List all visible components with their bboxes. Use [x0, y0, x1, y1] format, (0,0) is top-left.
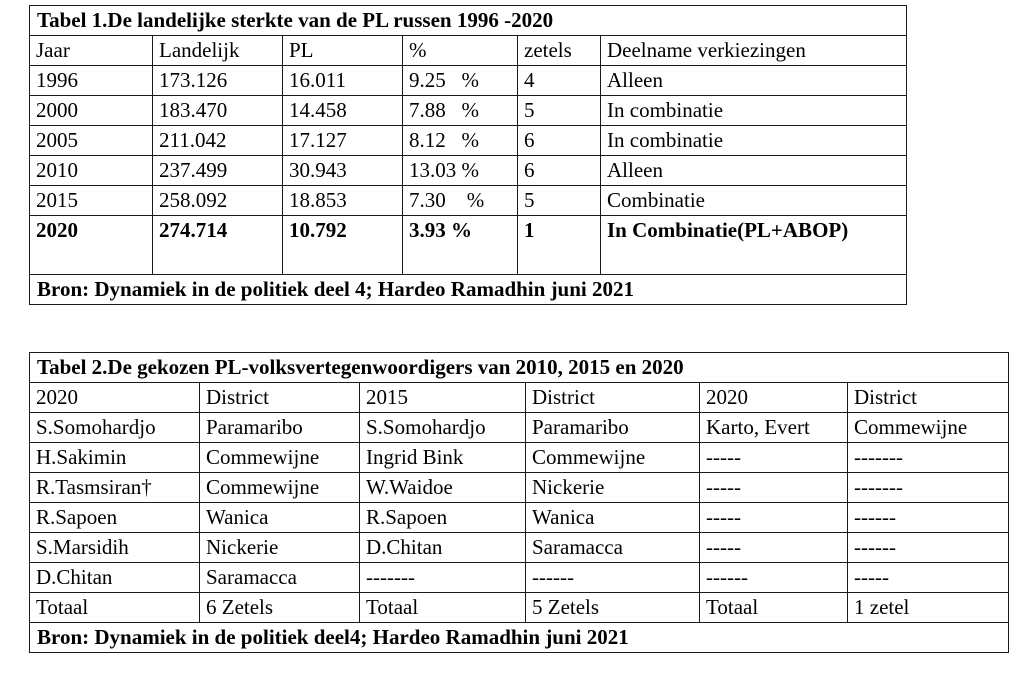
header-cell: 2015 [360, 383, 526, 413]
table-cell: Commewijne [526, 443, 700, 473]
table-cell: ----- [700, 533, 848, 563]
table-cell: Karto, Evert [700, 413, 848, 443]
table-cell: S.Somohardjo [30, 413, 200, 443]
table-cell: ----- [848, 563, 1009, 593]
table-cell: Alleen [601, 66, 907, 96]
table-row [30, 533, 1009, 563]
table-row-total [30, 593, 1009, 623]
table-cell: ------- [848, 473, 1009, 503]
header-cell: 2020 [30, 383, 200, 413]
table-cell: 173.126 [153, 66, 283, 96]
table-cell: W.Waidoe [360, 473, 526, 503]
table-cell: 3.93 % [403, 216, 518, 275]
table-1-header-row [30, 36, 907, 66]
table-cell: Nickerie [526, 473, 700, 503]
table-cell: Wanica [200, 503, 360, 533]
table-cell: 2005 [30, 126, 153, 156]
table-cell: 5 Zetels [526, 593, 700, 623]
table-cell: Ingrid Bink [360, 443, 526, 473]
header-cell: Deelname verkiezingen [601, 36, 907, 66]
table-cell: 211.042 [153, 126, 283, 156]
table-cell: 183.470 [153, 96, 283, 126]
table-2-source: Bron: Dynamiek in de politiek deel4; Hardeo Ramadhin juni 2021 [30, 623, 1009, 653]
table-cell: 17.127 [283, 126, 403, 156]
table-cell: S.Somohardjo [360, 413, 526, 443]
table-cell: 14.458 [283, 96, 403, 126]
table-row [30, 156, 907, 186]
table-row [30, 413, 1009, 443]
table-cell: 237.499 [153, 156, 283, 186]
table-cell: 9.25 % [403, 66, 518, 96]
header-cell: District [200, 383, 360, 413]
table-cell: 5 [518, 186, 601, 216]
table-row [30, 96, 907, 126]
table-cell: Commewijne [200, 443, 360, 473]
header-cell: Landelijk [153, 36, 283, 66]
table-cell: Totaal [360, 593, 526, 623]
table-row [30, 473, 1009, 503]
table-cell: 4 [518, 66, 601, 96]
table-row [30, 126, 907, 156]
table-cell: Saramacca [526, 533, 700, 563]
table-cell: Commewijne [200, 473, 360, 503]
table-row [30, 443, 1009, 473]
table-cell: 10.792 [283, 216, 403, 275]
table-cell: Paramaribo [526, 413, 700, 443]
table-cell: 18.853 [283, 186, 403, 216]
table-cell: ------ [848, 503, 1009, 533]
table-2-title: Tabel 2.De gekozen PL-volksvertegenwoordigers van 2010, 2015 en 2020 [30, 353, 1009, 383]
table-cell: 2015 [30, 186, 153, 216]
table-cell: D.Chitan [360, 533, 526, 563]
table-cell: 8.12 % [403, 126, 518, 156]
table-cell: Alleen [601, 156, 907, 186]
table-cell: 5 [518, 96, 601, 126]
table-cell: Paramaribo [200, 413, 360, 443]
table-cell: Totaal [30, 593, 200, 623]
table-cell: ------- [848, 443, 1009, 473]
header-cell: District [848, 383, 1009, 413]
table-cell: 1 zetel [848, 593, 1009, 623]
table-cell: 2000 [30, 96, 153, 126]
table-cell: ------ [848, 533, 1009, 563]
table-cell: 1 [518, 216, 601, 275]
table-cell: ----- [700, 473, 848, 503]
table-row [30, 503, 1009, 533]
table-2-header-row [30, 383, 1009, 413]
table-cell: ------ [700, 563, 848, 593]
table-cell: 274.714 [153, 216, 283, 275]
table-cell: 7.30 % [403, 186, 518, 216]
table-cell: Saramacca [200, 563, 360, 593]
table-cell: In combinatie [601, 126, 907, 156]
table-cell: ----- [700, 443, 848, 473]
table-1 [29, 5, 907, 305]
header-cell: zetels [518, 36, 601, 66]
table-cell: R.Sapoen [360, 503, 526, 533]
header-cell: Jaar [30, 36, 153, 66]
table-cell: In combinatie [601, 96, 907, 126]
table-cell: Nickerie [200, 533, 360, 563]
header-cell: PL [283, 36, 403, 66]
table-cell: ------- [360, 563, 526, 593]
table-row [30, 186, 907, 216]
table-row [30, 66, 907, 96]
table-cell: ------ [526, 563, 700, 593]
header-cell: % [403, 36, 518, 66]
table-cell: 7.88 % [403, 96, 518, 126]
table-cell: R.Tasmsiran† [30, 473, 200, 503]
table-1-source: Bron: Dynamiek in de politiek deel 4; Hardeo Ramadhin juni 2021 [30, 275, 907, 305]
table-cell: 6 Zetels [200, 593, 360, 623]
table-cell: 13.03 % [403, 156, 518, 186]
table-cell: 258.092 [153, 186, 283, 216]
table-cell: S.Marsidih [30, 533, 200, 563]
table-2 [29, 352, 1009, 653]
table-cell: D.Chitan [30, 563, 200, 593]
table-cell: 6 [518, 156, 601, 186]
table-1-title: Tabel 1.De landelijke sterkte van de PL russen 1996 -2020 [30, 6, 907, 36]
table-cell: ----- [700, 503, 848, 533]
table-cell: 6 [518, 126, 601, 156]
table-cell: 1996 [30, 66, 153, 96]
table-cell: 2020 [30, 216, 153, 275]
table-cell: 30.943 [283, 156, 403, 186]
table-cell: R.Sapoen [30, 503, 200, 533]
header-cell: 2020 [700, 383, 848, 413]
table-cell: Commewijne [848, 413, 1009, 443]
table-cell: In Combinatie(PL+ABOP) [601, 216, 907, 275]
table-cell: 2010 [30, 156, 153, 186]
table-cell: Combinatie [601, 186, 907, 216]
table-row [30, 563, 1009, 593]
table-cell: H.Sakimin [30, 443, 200, 473]
header-cell: District [526, 383, 700, 413]
table-cell: 16.011 [283, 66, 403, 96]
table-cell: Totaal [700, 593, 848, 623]
table-cell: Wanica [526, 503, 700, 533]
table-row-highlight [30, 216, 907, 275]
